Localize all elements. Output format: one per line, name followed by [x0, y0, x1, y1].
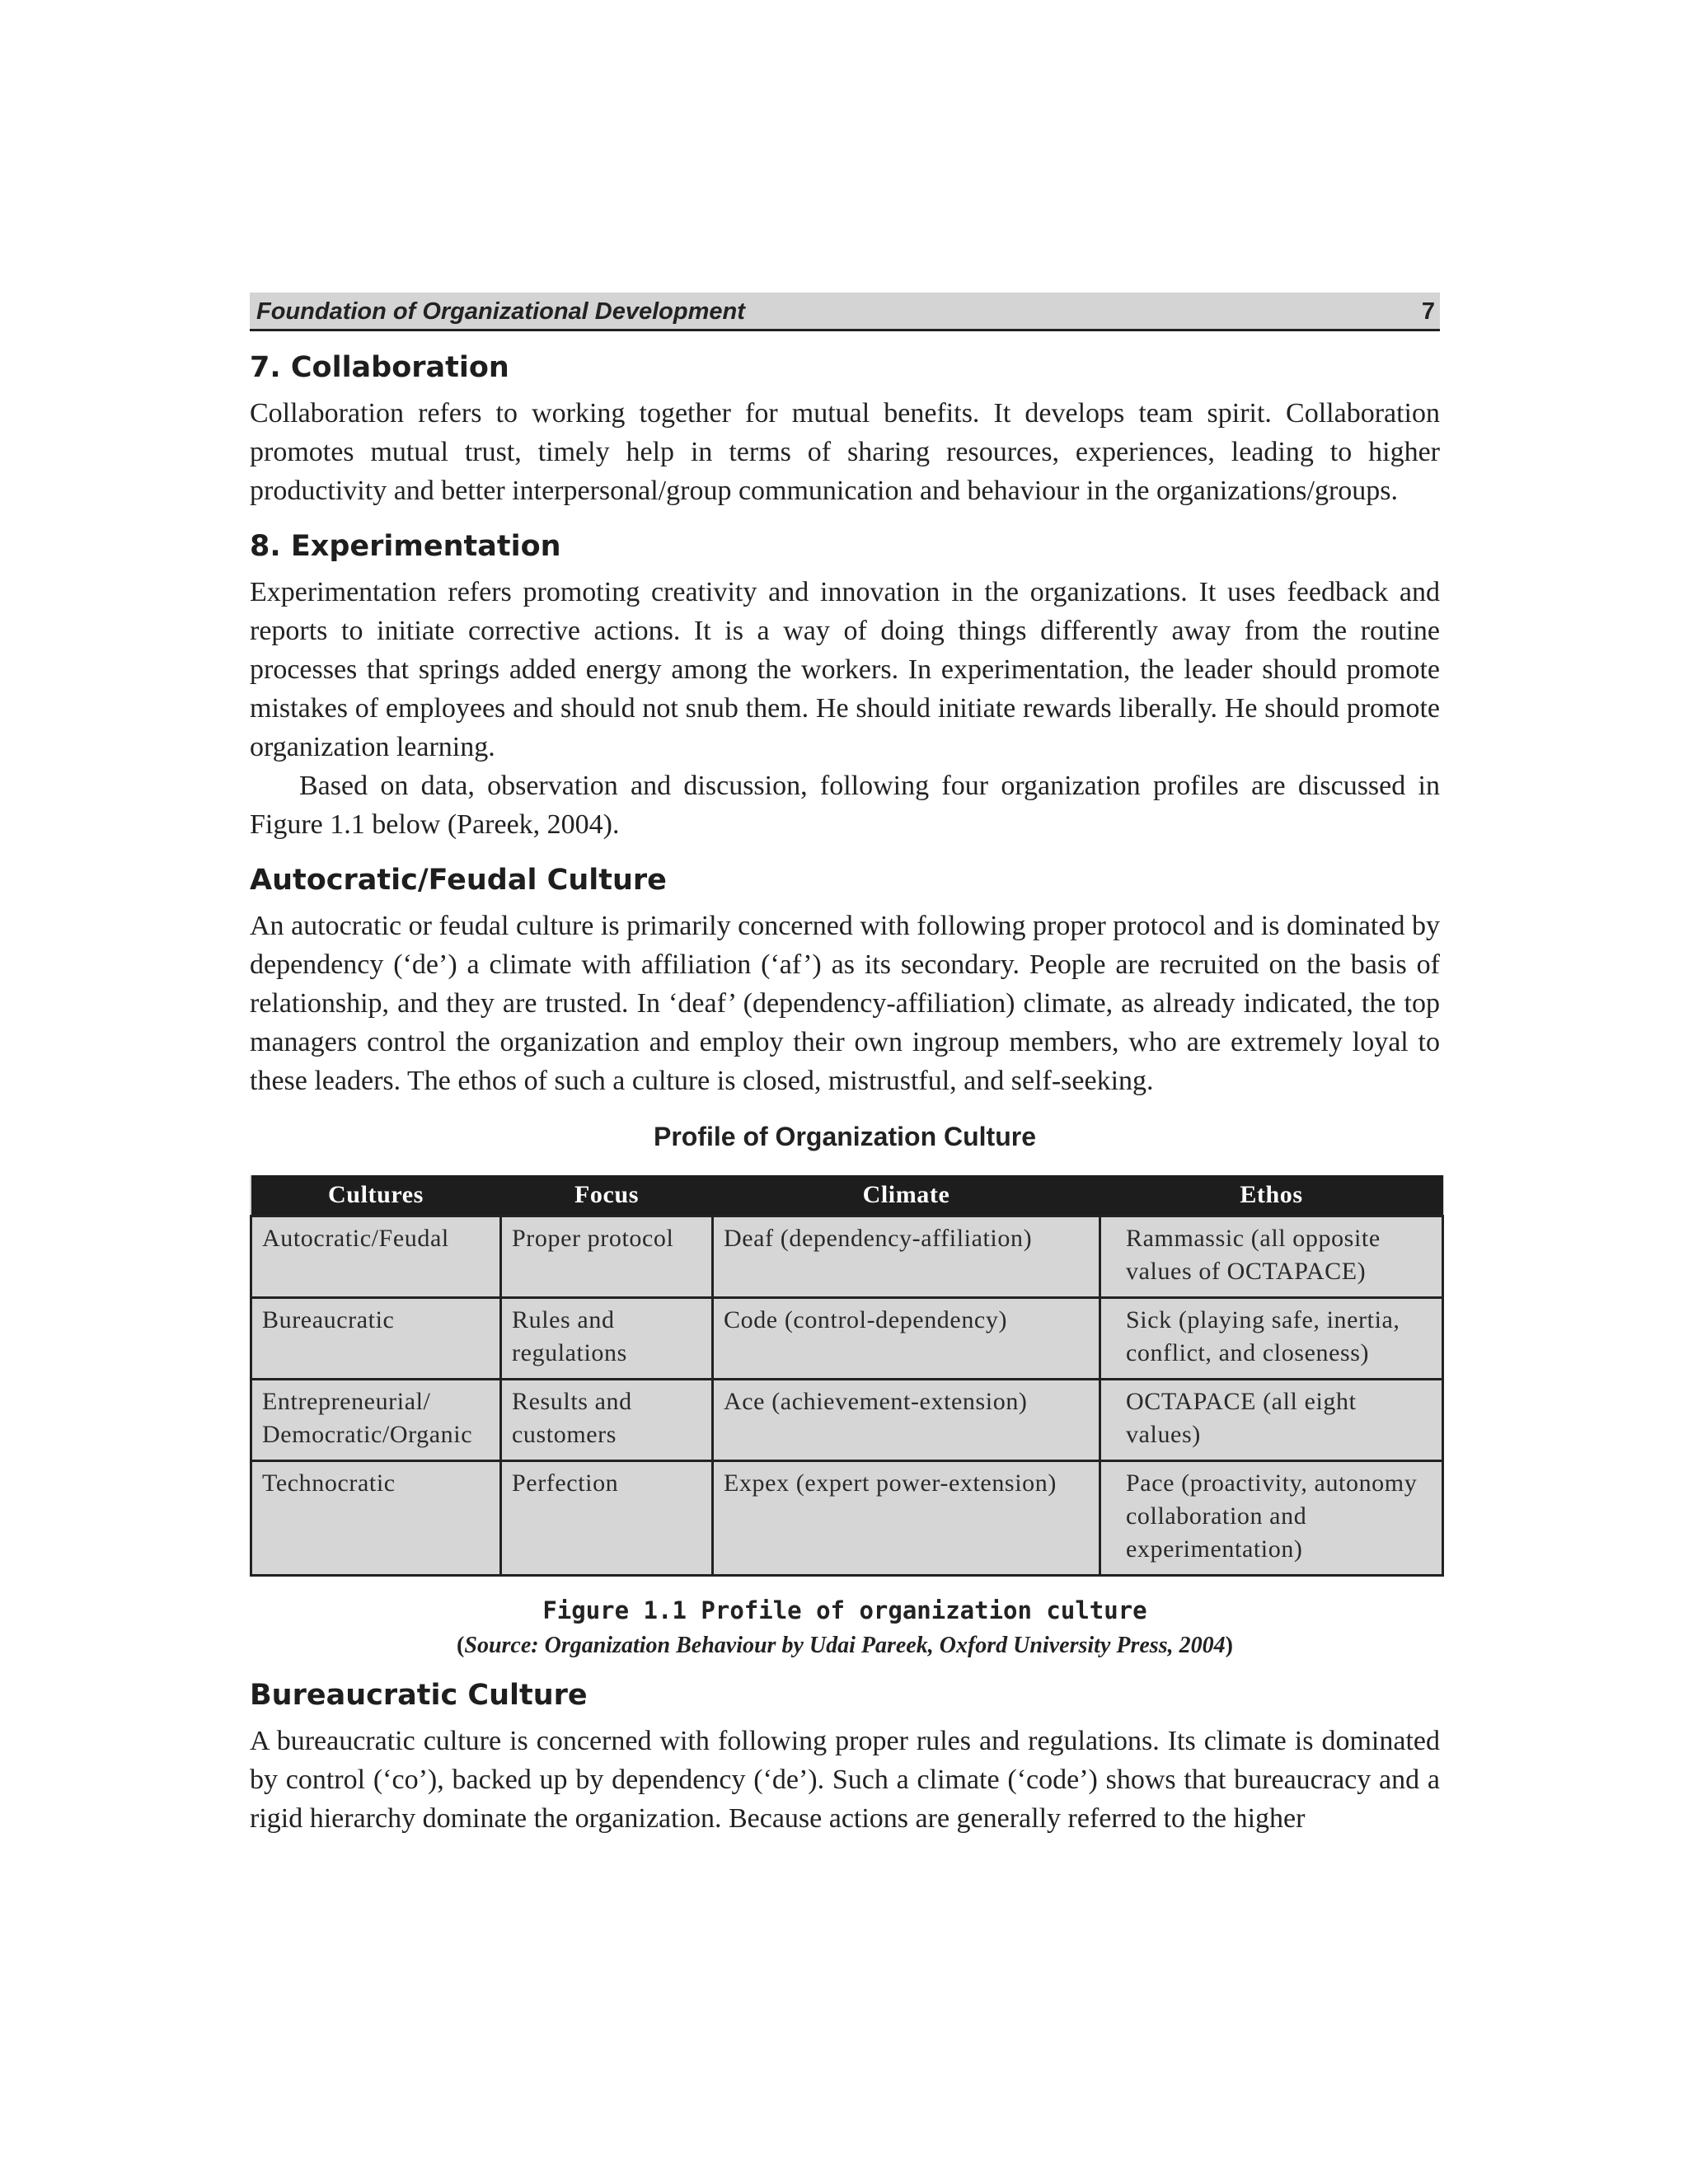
section-heading-collaboration: 7. Collaboration — [250, 351, 509, 384]
table-cell: Rammassic (all opposite values of OCTAPACE) — [1100, 1216, 1443, 1298]
table-cell: Code (control-dependency) — [713, 1298, 1100, 1380]
page-content — [250, 293, 1440, 1838]
section-heading-bureaucratic: Bureaucratic Culture — [250, 1679, 588, 1712]
figure-source: (Source: Organization Behaviour by Udai Pareek, Oxford University Press, 2004) — [457, 1633, 1233, 1658]
table-cell: Proper protocol — [501, 1216, 713, 1298]
table-cell: Expex (expert power-extension) — [713, 1461, 1100, 1576]
culture-profile-table — [250, 1175, 1444, 1577]
column-header: Cultures — [251, 1175, 501, 1216]
table-cell: Autocratic/Feudal — [251, 1216, 501, 1298]
column-header: Focus — [501, 1175, 713, 1216]
table-cell: Bureaucratic — [251, 1298, 501, 1380]
column-header: Climate — [713, 1175, 1100, 1216]
table-cell: Entrepreneurial/ Democratic/Organic — [251, 1380, 501, 1461]
page-number: 7 — [1421, 298, 1435, 325]
table-header-row — [251, 1175, 1443, 1216]
table-cell: Results and customers — [501, 1380, 713, 1461]
running-header — [250, 293, 1440, 331]
table-cell: OCTAPACE (all eight values) — [1100, 1380, 1443, 1461]
table-row — [251, 1380, 1443, 1461]
paragraph-profiles-intro: Based on data, observation and discussion, following four organization profiles are discussed in Figure 1.1 below (Pareek, 2004). — [250, 771, 1440, 840]
figure-source-text: Source: Organization Behaviour by Udai Pareek, Oxford University Press, 2004 — [464, 1633, 1226, 1658]
paragraph-autocratic: An autocratic or feudal culture is primarily concerned with following proper protocol and is dominated by dependency (‘de’) a climate with affiliation (‘af’) as its secondary. People are recruited on the basis of relationship, and they are trusted. In ‘deaf’ (dependency-affiliation) climate, as already indicated, the top managers control the organization and employ their own ingroup members, who are extremely loyal to these leaders. The ethos of such a culture is closed, mistrustful, and self-seeking. — [250, 911, 1440, 1096]
table-row — [251, 1461, 1443, 1576]
table-cell: Deaf (dependency-affiliation) — [713, 1216, 1100, 1298]
table-title: Profile of Organization Culture — [653, 1122, 1036, 1151]
paragraph-bureaucratic: A bureaucratic culture is concerned with following proper rules and regulations. Its climate is dominated by control (‘co’), backed up by dependency (‘de’). Such a climate (‘code’) shows that bureaucracy and a rigid hierarchy dominate the organization. Because actions are generally referred to the higher — [250, 1726, 1440, 1834]
column-header: Ethos — [1100, 1175, 1443, 1216]
table-cell: Sick (playing safe, inertia, conflict, and closeness) — [1100, 1298, 1443, 1380]
table-cell: Technocratic — [251, 1461, 501, 1576]
figure-caption: Figure 1.1 Profile of organization culture — [542, 1596, 1147, 1624]
table-row — [251, 1216, 1443, 1298]
section-heading-experimentation: 8. Experimentation — [250, 530, 561, 563]
section-heading-autocratic: Autocratic/Feudal Culture — [250, 864, 667, 897]
paragraph-experimentation: Experimentation refers promoting creativity and innovation in the organizations. It uses feedback and reports to initiate corrective actions. It is a way of doing things differently away from the routine processes that springs added energy among the workers. In experimentation, the leader should promote mistakes of employees and should not snub them. He should initiate rewards liberally. He should promote organization learning. — [250, 577, 1440, 762]
table-cell: Perfection — [501, 1461, 713, 1576]
table-cell: Ace (achievement-extension) — [713, 1380, 1100, 1461]
running-header-title: Foundation of Organizational Development — [256, 298, 745, 325]
table-cell: Rules and regulations — [501, 1298, 713, 1380]
table-row — [251, 1298, 1443, 1380]
paragraph-collaboration: Collaboration refers to working together for mutual benefits. It develops team spirit. Collaboration promotes mutual trust, timely help in terms of sharing resources, experiences, leading to higher productivity and better interpersonal/group communication and behaviour in the organizations/groups. — [250, 398, 1440, 506]
table-cell: Pace (proactivity, autonomy collaboration and experimentation) — [1100, 1461, 1443, 1576]
